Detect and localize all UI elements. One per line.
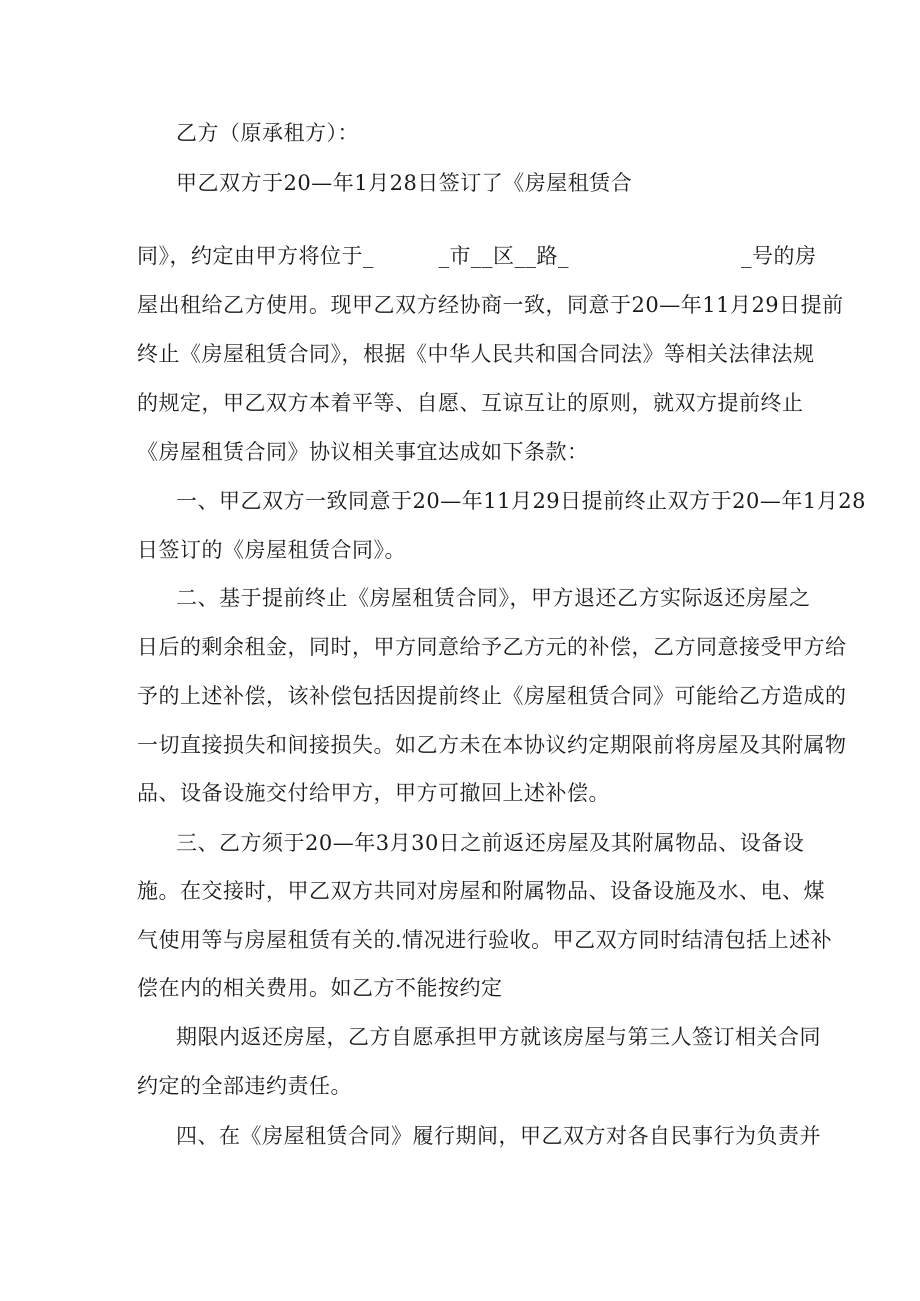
text-line: 施。在交接时，甲乙双方共同对房屋和附属物品、设备设施及水、电、煤 bbox=[137, 879, 825, 903]
text-line: 偿在内的相关费用。如乙方不能按约定 bbox=[137, 976, 503, 1000]
text-line: 四、在《房屋租赁合同》履行期间，甲乙双方对各自民事行为负责并 bbox=[176, 1124, 821, 1148]
text-line: 终止《房屋租赁合同》，根据《中华人民共和国合同法》等相关法律法规 bbox=[137, 342, 815, 366]
text-line: 一、甲乙双方一致同意于20—年11月29日提前终止双方于20—年1月28 bbox=[176, 489, 866, 513]
text-line: 品、设备设施交付给甲方，甲方可撤回上述补偿。 bbox=[137, 781, 610, 805]
text-line: 期限内返还房屋，乙方自愿承担甲方就该房屋与第三人签订相关合同 bbox=[176, 1025, 821, 1049]
text-line: 约定的全部违约责任。 bbox=[137, 1074, 352, 1098]
text-line: 一切直接损失和间接损失。如乙方未在本协议约定期限前将房屋及其附属物 bbox=[137, 733, 847, 757]
text-line: 《房屋租赁合同》协议相关事宜达成如下条款： bbox=[137, 440, 589, 464]
text-line: 的规定，甲乙双方本着平等、自愿、互谅互让的原则，就双方提前终止 bbox=[137, 391, 804, 415]
text-line: 同》，约定由甲方将位于_ _市__区__路_ _号的房 bbox=[137, 244, 817, 268]
text-line: 日后的剩余租金，同时，甲方同意给予乙方元的补偿，乙方同意接受甲方给 bbox=[137, 635, 847, 659]
text-line: 甲乙双方于20—年1月28日签订了《房屋租赁合 bbox=[176, 171, 633, 195]
text-line: 乙方（原承租方）： bbox=[176, 121, 359, 145]
text-line: 日签订的《房屋租赁合同》。 bbox=[137, 538, 406, 562]
text-line: 予的上述补偿，该补偿包括因提前终止《房屋租赁合同》可能给乙方造成的 bbox=[137, 684, 847, 708]
text-line: 屋出租给乙方使用。现甲乙双方经协商一致，同意于20—年11月29日提前 bbox=[137, 293, 844, 317]
text-line: 三、乙方须于20—年3月30日之前返还房屋及其附属物品、设备设 bbox=[176, 831, 805, 855]
text-line: 气使用等与房屋租赁有关的.情况进行验收。甲乙双方同时结清包括上述补 bbox=[137, 928, 833, 952]
text-line: 二、基于提前终止《房屋租赁合同》，甲方退还乙方实际返还房屋之 bbox=[176, 586, 811, 610]
